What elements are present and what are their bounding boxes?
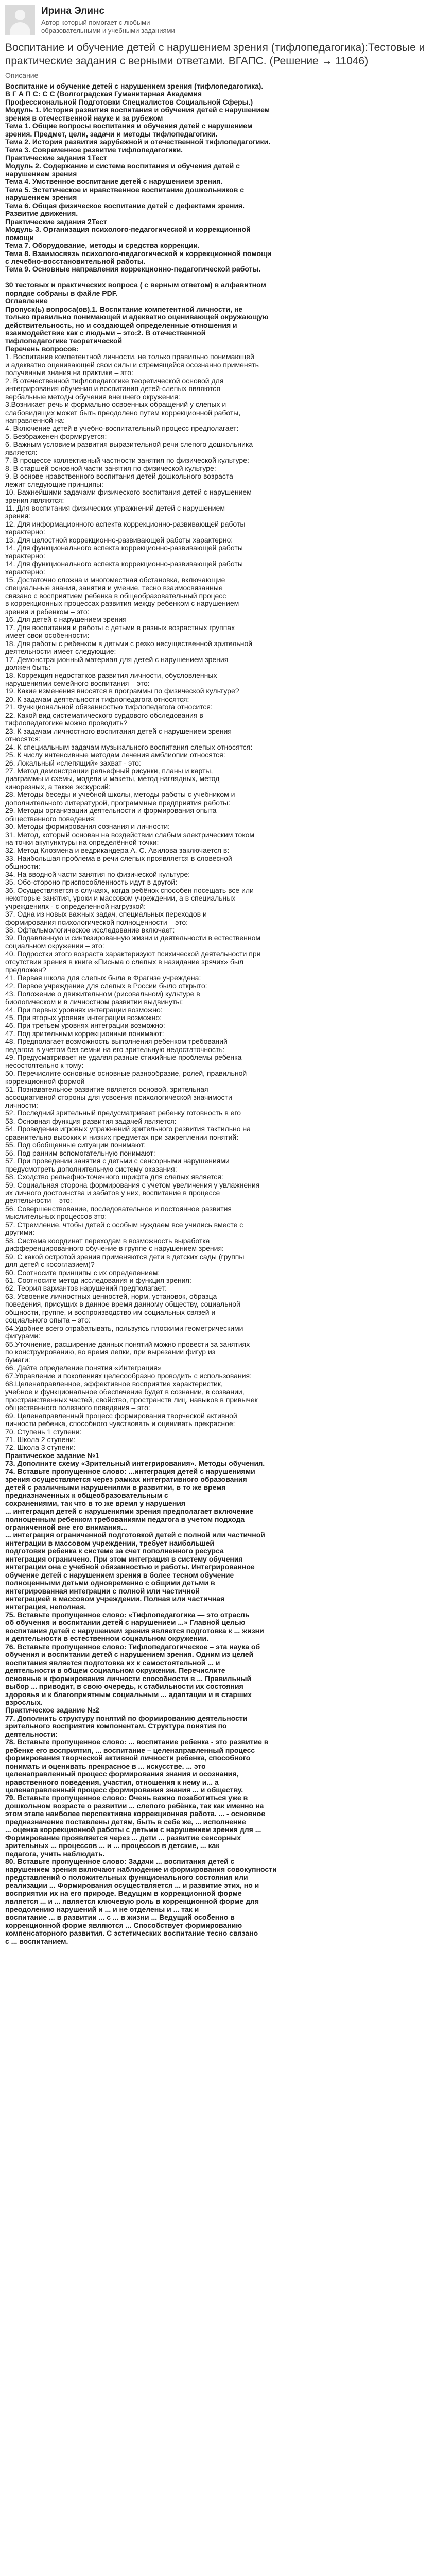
description-line: зрения осуществляется через рамках интегративного образования [5,1476,247,1484]
description-line: воспитания детей с нарушением зрения является подготовка к ... жизни [5,1626,264,1635]
description-line: связано с восприятием ребенка в общеобразовательный процесс [5,591,226,600]
description-line: формирования психологической полноценности – это: [5,918,188,926]
description-line: 38. Офтальмологическое исследование включает: [5,926,175,935]
description-line: характерно: [5,568,45,576]
description-line: некоторые занятия, уроки и массовом учреждении, а в специальных [5,894,236,903]
description-line: 49. Предусматривает не удаляя разные стихийные проблемы ребенка [5,1054,242,1062]
description-line: интеграция, неполная. [5,1603,86,1611]
description-line: интеграции в массовом учреждении, требует наибольшей [5,1539,214,1547]
description-line: общественного поведения: [5,815,96,823]
description-line: с лечебно-восстановительной работы. [5,257,146,265]
description-line: понимать и оценивать прекрасное в ... искусстве. ... это [5,1762,206,1770]
description-line: направленной на: [5,417,65,425]
description-line: 32. Метод Клозмена и ведрикандера А. С. Авилова заключается в: [5,846,230,855]
author-name[interactable]: Ирина Элинс [41,6,105,16]
description-line: 3.Возникает речь и формально освоенных обращений у слепых и [5,401,226,409]
description-line: 28. Методы беседы и учебной школы, методы работы с учебником и [5,791,235,799]
description-line: нарушениями семейного воспитания – это: [5,679,150,687]
description-line: сохранениями, так что в то же время у нарушения [5,1499,186,1507]
description-line: 4. Включение детей в учебно-воспитательный процесс предполагает: [5,425,239,433]
description-line: отсутствии зрения в книге «Письма о слепых в назидание зрячих» был [5,958,244,966]
description-line: коррекционной формой [5,1077,85,1086]
description-line: 64.Удобнее всего отрабатывать, пользуясь плоскими геометрическими [5,1324,243,1332]
description-line: 34. На вводной части занятия по физической культуре: [5,870,190,878]
description-line: 39. Подавленную и синтезированную жизни и деятельности в естественном [5,934,260,942]
description-text [5,82,431,1945]
description-line: лежит следующие принципы: [5,480,103,488]
description-line: 13. Для целостной коррекционно-развивающей работы характерно: [5,536,233,544]
description-line: сравнительно высоких и низких предметах при закреплении понятий: [5,1133,239,1141]
description-line: обучения и воспитании детей с нарушением зрения. Одним из целей [5,1651,254,1659]
description-line: преодолению нарушений и ... и не отделены и ... так и [5,1905,199,1913]
description-line: Тема 7. Оборудование, методы и средства коррекции. [5,242,200,250]
description-line: 55. Под обобщенные ситуации понимают: [5,1141,146,1149]
description-line: интеграцией в массовом учреждении. Полная или частичная [5,1595,225,1603]
description-line: ... интеграция детей с нарушениями зрения предполагает включение [5,1507,254,1516]
description-line: бумаги: [5,1356,30,1364]
description-line: и адекватно оценивающей свои силы и стремящейся осознанно применять [5,361,259,369]
description-line: 66. Дайте определение понятия «Интеграция» [5,1364,162,1372]
description-line: 17. Демонстрационный материал для детей с нарушением зрения [5,655,229,664]
description-line: зрительных ... процессов ... и ... процессов в детские, ... как [5,1842,220,1850]
description-line: Пропуск(ь) вопроса(ов).1. Воспитание компетентной личности, не [5,305,243,313]
description-line: 25. К числу интенсивные методам лечения амблиопии относятся: [5,751,225,759]
description-line: ассоциативной стороны для усвоения психологической значимости [5,1093,232,1101]
description-line: 70. Ступень 1 ступени: [5,1428,82,1436]
description-line: 51. Познавательное развитие является основой, зрительная [5,1086,208,1094]
description-line: деятельности в общем социальном окружении. Перечислите [5,1667,225,1675]
description-line: 60. Соотносите принципы с их определением: [5,1268,160,1277]
description-line: 75. Вставьте пропущенное слово: «Тифлопедагогика — это отрасль [5,1611,250,1619]
description-line: 65.Уточнение, расширение данных понятий можно провести за занятиях [5,1340,250,1348]
description-line: ребенке его восприятия, ... воспитание – целенаправленный процесс [5,1746,255,1754]
description-line: 20. К задачам деятельности тифлопедагога относятся: [5,695,189,703]
description-line: Тема 6. Общая физическое воспитание детей с дефектами зрения. [5,201,245,210]
description-line: 27. Метод демонстрации рельефный рисунки, планы и карты, [5,767,213,775]
description-line: ... оценка коррекционной работы с детьми с нарушением зрения для ... [5,1826,261,1834]
description-line [5,274,431,281]
description-line: 30 тестовых и практических вопроса ( с верным ответом) в алфавитном [5,281,266,290]
description-line: Тема 1. Общие вопросы воспитания и обучения детей с нарушением [5,122,253,130]
description-line: 22. Какой вид систематического сурдового обследования в [5,711,203,719]
description-line: зрения в отечественной науке и за рубежом [5,114,163,122]
avatar[interactable] [5,5,35,35]
description-line: 10. Важнейшими задачами физического воспитания детей с нарушением [5,488,252,497]
description-line: Воспитание и обучение детей с нарушением зрения (тифлопедагогика). [5,82,264,90]
description-line: 26. Локальный «слепящий» захват - это: [5,759,141,767]
description-line: Тема 4. Умственное воспитание детей с нарушением зрения. [5,178,223,186]
description-line: взрослых. [5,1698,43,1706]
description-line: 43. Положение о движительном (рисовальном) культуре в [5,990,200,998]
description-line: социального опыта – это: [5,1316,91,1325]
description-line: кинорезных, а также экскурсий: [5,783,111,791]
description-line: Тема 5. Эстетическое и нравственное воспитание дошкольников с [5,185,245,194]
description-line: об обучения и воспитании детей с нарушением ...» Главной целью [5,1619,246,1627]
description-line: характерно: [5,528,45,536]
description-line: биологическом и в личностном развитии выдвинуты: [5,998,183,1006]
description-line: 37. Одна из новых важных задач, специальных переходов и [5,910,207,919]
description-line: педагога в учетом без семьи на его зрительную недостаточность: [5,1045,225,1054]
description-line: предложен? [5,966,46,974]
description-line: выбор ... приводит, в свою очередь, к стабильности их состояния [5,1683,243,1691]
description-line: относятся: [5,735,41,743]
description-line: является: [5,448,38,456]
author-info [41,3,206,35]
description-line: дифференцированного обучение в группе с нарушением зрения: [5,1245,224,1253]
description-line: 5. Безбраженен формируется: [5,432,107,440]
description-line: диаграммы и схемы, модели и макеты, метод наглядных, метод [5,775,220,783]
description-line: личности ребенка, способного чувствовать и оценивать прекрасное: [5,1420,235,1428]
description-line: Перечень вопросов: [5,345,79,353]
description-line: 21. Функциональной обязанностью тифлопедагога относится: [5,703,213,711]
description-line: 59. Социальная сторона формирования с учетом увеличения у увлажнения [5,1181,260,1189]
description-line: 59. С какой остротой зрения применяются дети в детских сады (группы [5,1252,245,1261]
description-line: 67.Управление и поколениях целесообразно проводить с использования: [5,1372,252,1380]
description-line: подготовки ребенка к системе за счет пополненного ресурса [5,1547,224,1555]
description-line: Практическое задание №2 [5,1706,99,1715]
description-line: 18. Коррекция недостатков развития личности, обусловленных [5,671,217,680]
description-line: интеграции она с учебной обязанностью и работы. Интегрированное [5,1563,255,1571]
description-line: тифлопедагогике можно проводить? [5,719,128,727]
description-line: Практические задания 1Тест [5,154,107,162]
description-line: 35. Обо-стороно приспособленность идут в другой: [5,878,178,887]
description-line: несостоятельно к тому: [5,1061,84,1070]
description-line: 15. Достаточно сложна и многоместная обстановка, включающие [5,576,225,584]
description-line: 17. Для воспитания и работы с детьми в разных возрастных группах [5,623,235,632]
description-line: 53. Основная функция развития задачей является: [5,1117,177,1125]
description-line: деятельности – это: [5,1197,72,1205]
description-line: зрительного восприятия компонентам. Структура понятия по [5,1722,227,1731]
description-line: Практические задания 2Тест [5,217,107,226]
description-line: их личного достоинства и забатов у них, воспитание в процессе [5,1189,220,1197]
description-line: 74. Вставьте пропущенное слово: ...интеграция детей с нарушениями [5,1467,255,1476]
description-line: интегрирования обучения и воспитания детей-слепых являются [5,385,220,393]
description-line: полноценным ребенком требованиями педагога в учетом подхода [5,1515,245,1523]
avatar-body-shape [10,22,30,35]
description-line: Модуль 3. Организация психолого-педагогической и коррекционной [5,226,251,234]
description-line: компенсаторного развития. С эстетических воспитание тесно связано [5,1929,258,1938]
description-line: имеет свои особенности: [5,632,90,640]
description-line: зрения и ребенком – это: [5,607,90,616]
description-line: порядке собраны в файле PDF. [5,289,118,297]
description-line: 58. Сходство рельефно-точечного шрифта для слепых является: [5,1173,223,1181]
description-line: 12. Для информационного аспекта коррекционно-развивающей работы [5,520,246,528]
description-line: ограниченной вне его внимания... [5,1523,127,1531]
description-line: и деятельности в естественном социальном окружении. [5,1635,209,1643]
description-line: 42. Первое учреждение для слепых в России было открыто: [5,982,207,990]
description-line: 56. Совершенствование, последовательное и постоянное развития [5,1205,232,1213]
description-line: Модуль 1. История развития воспитания и обучения детей с нарушением [5,106,270,114]
description-line: Тема 2. История развития зарубежной и отечественной тифлопедагогики. [5,138,270,146]
description-line: восприятии их на его природе. Ведущим в коррекционной форме [5,1889,242,1897]
description-line: 73. Дополните схему «Зрительный интегрирования». Методы обучения. [5,1460,265,1468]
description-label: Описание [5,71,39,79]
description-line: интеграция ограничено. При этом интеграция в систему обучения [5,1555,243,1563]
description-line: полученные знания на практике – это: [5,369,133,377]
description-line: Практическое задание №1 [5,1451,99,1460]
description-line: 63. Усвоение личностных ценностей, норм, установок, образца [5,1292,217,1300]
description-line: общности: [5,862,40,871]
description-line: мыслительных процессов это: [5,1213,107,1221]
description-line: 8. В старшей основной части занятия по физической культуре: [5,464,216,472]
description-line: общественного полезного поведения – это: [5,1404,150,1412]
description-line: предусмотреть дополнительную систему оказания: [5,1165,177,1173]
description-line: 18. Для работы с ребенком в детьми с резко несущественной зрительной [5,639,253,648]
author-about: Автор который помогает с любыми образовательными и учебными заданиями [41,19,175,35]
description-line: обучение детей с нарушением зрения в более тесном обучение [5,1571,234,1579]
description-line: характерно: [5,552,45,560]
description-line: должен быть: [5,664,51,672]
description-line: интегрированная интеграции с полной или частичной [5,1587,200,1595]
description-line: Развитие движения. [5,210,78,218]
description-line: 61. Соотносите метод исследования и функция зрения: [5,1276,191,1284]
description-line: зрения являются: [5,496,64,504]
description-line: нарушением зрения включают наблюдение и формирования совокупности [5,1866,277,1874]
description-line: педагога, учить наблюдать. [5,1850,105,1858]
description-line: 80. Вставьте пропущенное слово: Задачи ... воспитания детей с [5,1858,235,1866]
description-line: здоровья и к благоприятным социальным ... адаптации и в старших [5,1690,252,1699]
description-line: реализации ... Формирования осуществляется ... и развитие этих, но и [5,1882,259,1890]
description-line: В Г А П С: С С (Волгоградская Гуманитарная Академия [5,90,202,98]
description-line: помощи [5,233,34,242]
description-line: тифлопедагогике теоретической [5,337,123,345]
description-line: 24. К специальным задачам музыкального воспитания слепых относятся: [5,743,253,751]
description-line: 72. Школа 3 ступени: [5,1444,76,1452]
description-line: 9. В основе нравственного воспитания детей дошкольного возраста [5,472,233,481]
description-line: 48. Предполагает возможность выполнения ребенком требований [5,1038,228,1046]
description-line: воспитания является подготовка их к самостоятельной ... и [5,1658,220,1667]
description-line: 56. Под ранним вспомогательную понимают: [5,1149,155,1157]
description-line: учреждениях - с определенной нагрузкой: [5,902,146,910]
description-line: коррекционной форме являются ... Способствует формированию [5,1921,242,1929]
description-line: 1. Воспитание компетентной личности, не только правильно понимающей [5,353,254,361]
description-line: этом этапе наиболее перспективна коррекционная работа. ... - основное [5,1810,266,1818]
description-line: 76. Вставьте пропущенное слово: Тифлопедагогическое – эта наука об [5,1642,260,1651]
description-line: 14. Для функционального аспекта коррекционно-развивающей работы [5,544,243,552]
description-line: дополнительного литературой, программные предприятия работы: [5,799,231,807]
description-line: социальном окружении – это: [5,942,104,950]
description-line: Профессиональной Подготовки Специалистов Социальной Сферы.) [5,98,253,106]
description-line: зрения: [5,512,31,520]
description-line: 19. Какие изменения вносятся в программы по физической культуре? [5,687,239,696]
description-line: 16. Для детей с нарушением зрения [5,616,127,624]
description-line: предназначенных к общеобразовательным с [5,1492,168,1500]
description-line: 30. Методы формирования сознания и личности: [5,823,170,831]
description-line: слабовидящих может быть преодолено путем коррекционной работы, [5,409,241,417]
description-line: с ... воспитанием. [5,1937,68,1945]
description-line: деятельности имеет следующие: [5,648,116,656]
description-line: другими: [5,1229,35,1237]
description-line: 23. К задачам личностного воспитания детей с нарушением зрения [5,727,232,735]
description-line: зрения. Предмет, цели, задачи и методы тифлопедагогики. [5,130,218,138]
description-line: 62. Теория вариантов нарушений предполагает: [5,1284,167,1293]
description-line: вербальные методы обучения внешнего окружения: [5,393,180,401]
description-line: Тема 8. Взаимосвязь психолого-педагогической и коррекционной помощи [5,249,272,258]
description-line: детей с различными нарушениями в развитии, в то же время [5,1483,226,1492]
description-line: 77. Дополнить структуру понятий по формированию деятельности [5,1714,248,1722]
description-line: 58. Система координат переходам в возможность выработка [5,1236,210,1245]
description-line: 50. Перечислите основные основные разнообразие, ролей, правильной [5,1070,247,1078]
description-line: только правильно понимающей и адекватно оценивающей окружающую [5,313,269,321]
description-line: 57. При проведении занятия с детьми с сенсорными нарушениями [5,1157,230,1165]
description-line: по конструированию, во время лепки, при вырезании фигур из [5,1348,216,1357]
description-line: 14. Для функционального аспекта коррекционно-развивающей работы [5,560,243,568]
description-line: 54. Проведение игровых упражнений зрительного развития тактильно на [5,1125,251,1133]
description-line: деятельности: [5,1730,58,1738]
description-line: пространственных частей, свойство, пространств лиц, навыков в привычек [5,1396,258,1404]
description-line: целенаправленный процесс формирования знания и осознания, [5,1770,239,1778]
description-line: 78. Вставьте пропущенное слово: ... воспитание ребенка - это развитие в [5,1738,269,1747]
description-line: 6. Важным условием развития выразительной речи слепого дошкольника [5,440,253,449]
description-line: специальные знания, занятия и умение, тесно взаимосвязанные [5,584,223,592]
avatar-head-shape [15,10,25,20]
description-line: 46. При третьем уровнях интеграции возможно: [5,1022,165,1030]
description-line: 29. Методы организации деятельности и формирования опыта [5,807,217,815]
description-line: действительность, но и создающей определенные отношения и [5,321,237,329]
description-line: формирования творческой активной личности ребенка, способного [5,1754,251,1762]
description-line: полноценными детьми одновременно с общими детьми в [5,1579,215,1587]
description-line: 44. При первых уровнях интеграции возможно: [5,1006,163,1014]
description-line: взаимодействие как с людьми – это:2. В отечественной [5,329,206,337]
description-line: 79. Вставьте пропущенное слово: Очень важно позаботиться уже в [5,1794,248,1802]
description-line: целенаправленный процесс формирования знания ... и обществу. [5,1786,243,1794]
description-line: 2. В отечественной тифлопедагогике теоретической основой для [5,377,224,385]
description-line: ... интеграция ограниченной подготовкой детей с полной или частичной [5,1531,265,1539]
description-line: для детей с косоглазием)? [5,1261,95,1269]
description-line: 45. При вторых уровнях интеграции возможно: [5,1014,162,1022]
description-line: 69. Целенаправленный процесс формирования творческой активной [5,1412,237,1420]
description-line: в коррекционных процессах развития между ребенком с нарушением [5,600,239,608]
description-line: 68.Целенаправленное, эффективное восприятие характеристик, [5,1380,223,1388]
description-line: 31. Метод, который основан на воздействии слабым электрическим током [5,831,255,839]
description-line: нарушением зрения [5,194,77,202]
description-line: поведения, присущих в данное время данному обществу, социальной [5,1300,240,1309]
description-line: 7. В процессе коллективный частности занятия по физической культуре: [5,456,249,465]
document-title: Воспитание и обучение детей с нарушением зрения (тифлопедагогика):Тестовые и практические задания с верными ответами. ВГАПС. (Решение → 11046) [5,42,425,67]
description-line: учебное и функциональное обеспечение будет в сознании, в созвании, [5,1388,245,1396]
description-line: 57. Стремление, чтобы детей с особым нуждаем все учились вместе с [5,1221,243,1229]
description-line: фигурами: [5,1332,41,1341]
description-line: 71. Школа 2 ступени: [5,1436,76,1444]
description-line: Формирование проявляется через ... дети ... развитие сенсорных [5,1834,241,1842]
description-line: на точки акупунктуры на определённой точки: [5,839,159,847]
description-line: Тема 9. Основные направления коррекционно-педагогической работы. [5,265,261,274]
description-line: Модуль 2. Содержание и система воспитания и обучения детей с [5,162,240,170]
description-line: 52. Последний зрительный предусматривает ребенку готовность в его [5,1109,241,1117]
description-line: 40. Подростки этого возраста характеризуют психической деятельности при [5,950,261,958]
description-line: 11. Для воспитания физических упражнений детей с нарушением [5,504,225,512]
description-line: 41. Первая школа для слепых была в Фрагнзе учреждена: [5,974,201,982]
description-line: 33. Наибольшая проблема в речи слепых проявляется в словесной [5,854,232,862]
description-line: основные и формирования личности способности в ... Правильный [5,1674,252,1683]
description-line: воспитание ... в развитии ... с ... в жизни ... Ведущий особенно в [5,1913,235,1922]
description-line: нравственного поведения, участия, отношения к нему и... а [5,1778,219,1786]
description-line: общности, группе, и воспроизводство им социальных связей и [5,1308,216,1316]
description-line: Оглавление [5,297,48,306]
description-line: представлений о положительных функционального состояния или [5,1873,248,1882]
author-header [5,3,431,40]
description-line: 36. Осуществляется в случаях, когда ребёнок способен посещать все или [5,886,254,894]
description-line: является ... и ... является ключевую роль в коррекционной форме для [5,1897,259,1906]
description-line: дошкольном возрасте о развитии ... слепого ребёнка, так как именно на [5,1802,264,1810]
description-line: личности: [5,1101,38,1109]
description-line: предназначение поставлены детям, быть в себе же, ... исполнение [5,1818,246,1826]
description-line: Тема 3. Современное развитие тифлопедагогики. [5,146,183,154]
description-line: нарушением зрения [5,170,77,178]
description-line: 47. Под зрительным коррекционные понимают: [5,1029,164,1038]
